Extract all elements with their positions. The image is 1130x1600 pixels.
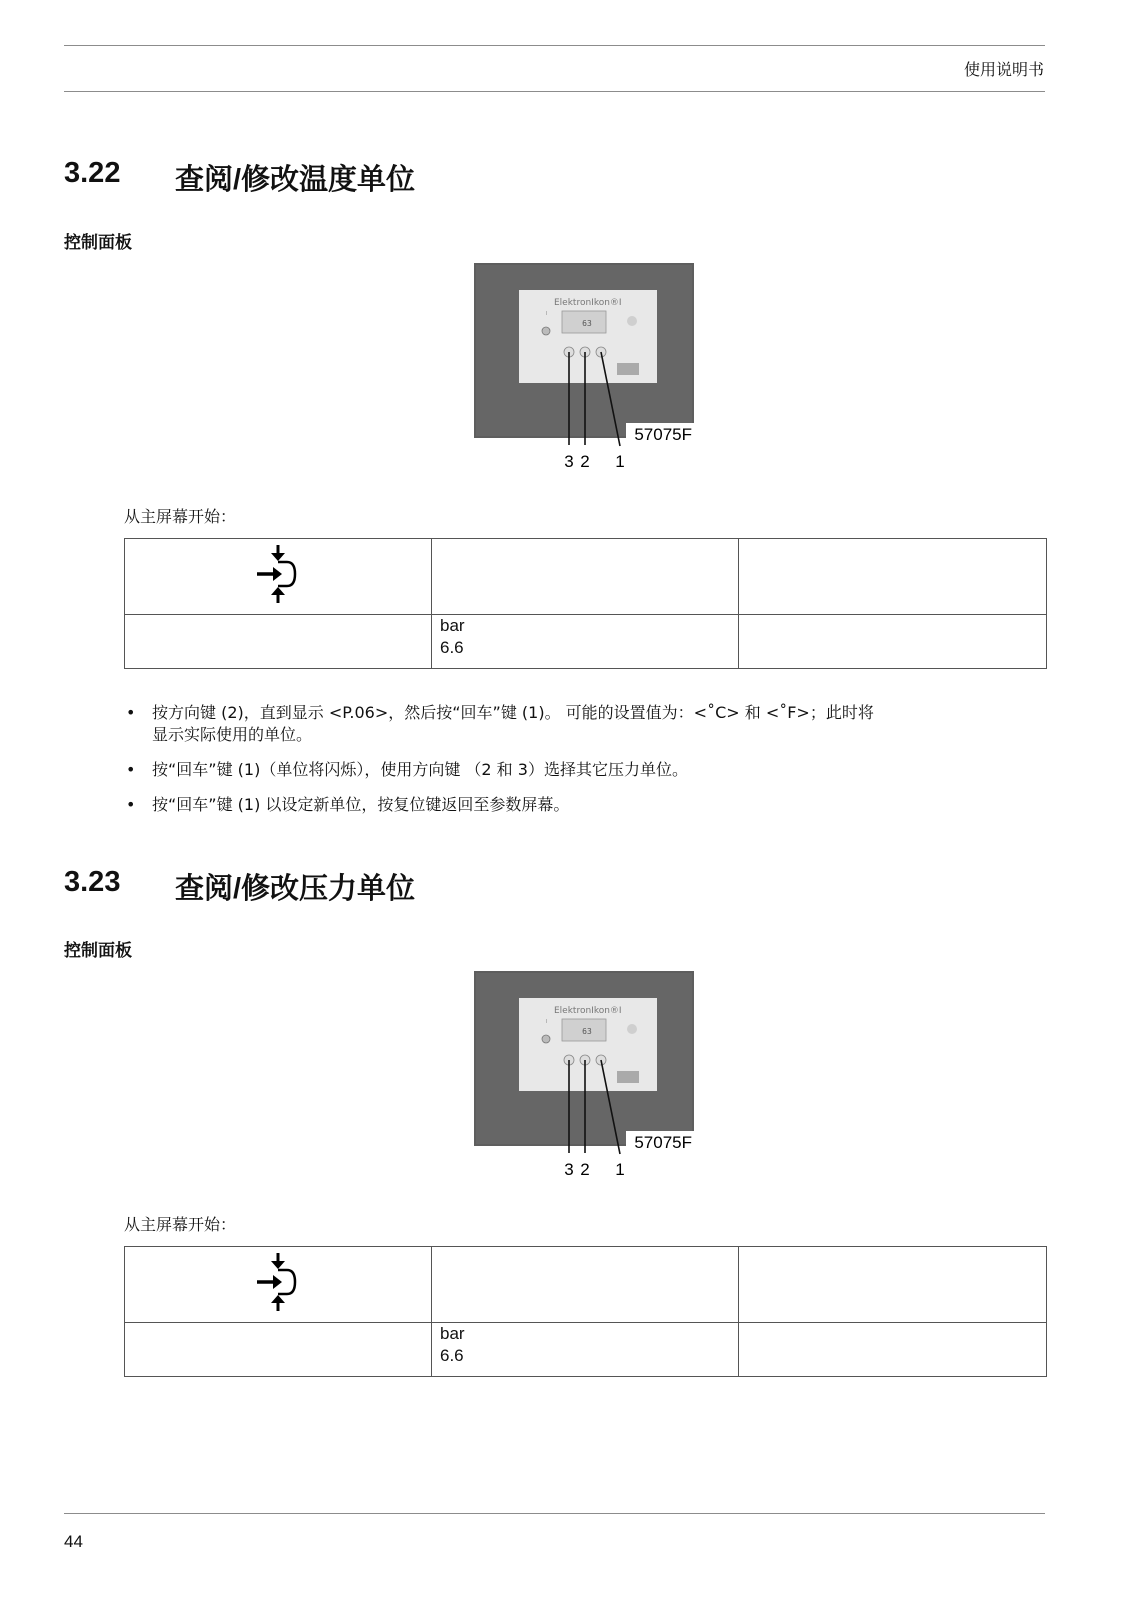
display-indicator-mark: I xyxy=(546,1019,548,1025)
table-cell xyxy=(125,1323,432,1377)
led-indicator xyxy=(627,316,637,326)
table-cell xyxy=(739,615,1047,669)
led-indicator xyxy=(627,1024,637,1034)
lcd-value: 63 xyxy=(582,319,592,328)
figure-ref-code: 57075F xyxy=(634,1133,692,1152)
table-cell xyxy=(739,1323,1047,1377)
control-panel-subheading: 控制面板 xyxy=(64,941,132,961)
table-row xyxy=(125,1323,1047,1377)
section-heading: 查阅/修改压力单位 xyxy=(175,873,416,905)
list-item xyxy=(124,702,884,746)
table-cell xyxy=(432,1247,739,1323)
header-rule-top xyxy=(64,45,1045,46)
list-item xyxy=(124,794,884,816)
list-item-text: 按“回车”键 (1)（单位将闪烁），使用方向键 （2 和 3）选择其它压力单位。 xyxy=(152,760,688,779)
list-item xyxy=(124,759,884,781)
control-panel-subheading: 控制面板 xyxy=(64,233,132,253)
procedure-table xyxy=(124,538,1047,669)
enter-key-icon xyxy=(255,545,301,603)
callout-label-2: 2 xyxy=(580,1160,590,1179)
lcd-value: 63 xyxy=(582,1027,592,1036)
control-panel-photo xyxy=(474,263,694,475)
control-panel-photo xyxy=(474,971,694,1183)
table-cell xyxy=(739,1247,1047,1323)
table-row xyxy=(125,539,1047,615)
list-item-text: 按方向键 (2)，直到显示 <P.06>，然后按“回车”键 (1)。 可能的设置值为：<˚C> 和 <˚F>；此时将显示实际使用的单位。 xyxy=(152,703,874,744)
page-number: 44 xyxy=(64,1532,83,1551)
bullet-icon: • xyxy=(126,703,136,722)
section-number: 3.23 xyxy=(64,866,121,898)
table-row xyxy=(125,615,1047,669)
table-cell xyxy=(125,1247,432,1323)
document-type-label: 使用说明书 xyxy=(963,60,1044,79)
start-button-icon xyxy=(542,1035,550,1043)
table-cell xyxy=(432,539,739,615)
table-cell xyxy=(432,615,739,669)
table-row xyxy=(125,1247,1047,1323)
manufacturer-logo xyxy=(617,363,639,375)
start-button-icon xyxy=(542,327,550,335)
pressure-unit-text: bar xyxy=(440,616,465,635)
manufacturer-logo xyxy=(617,1071,639,1083)
pressure-value-text: 6.6 xyxy=(440,1346,464,1365)
section-heading: 查阅/修改温度单位 xyxy=(175,164,416,196)
footer-rule xyxy=(64,1513,1045,1514)
table-cell xyxy=(125,615,432,669)
display-indicator-mark: I xyxy=(546,311,548,317)
header-rule-bottom xyxy=(64,91,1045,92)
callout-label-2: 2 xyxy=(580,452,590,471)
callout-label-3: 3 xyxy=(564,452,574,471)
start-instruction: 从主屏幕开始： xyxy=(124,1215,237,1234)
start-instruction: 从主屏幕开始： xyxy=(124,507,237,526)
section-number: 3.22 xyxy=(64,157,121,189)
instruction-list xyxy=(124,702,884,829)
list-item-text: 按“回车”键 (1) 以设定新单位，按复位键返回至参数屏幕。 xyxy=(152,795,570,814)
figure-ref-code: 57075F xyxy=(634,425,692,444)
brand-logo-text: ElektronIkon®I xyxy=(554,1006,622,1016)
pressure-value-text: 6.6 xyxy=(440,638,464,657)
table-cell xyxy=(432,1323,739,1377)
bullet-icon: • xyxy=(126,760,136,779)
table-cell xyxy=(125,539,432,615)
table-cell xyxy=(739,539,1047,615)
brand-logo-text: ElektronIkon®I xyxy=(554,298,622,308)
callout-label-3: 3 xyxy=(564,1160,574,1179)
procedure-table xyxy=(124,1246,1047,1377)
bullet-icon: • xyxy=(126,795,136,814)
pressure-unit-text: bar xyxy=(440,1324,465,1343)
callout-label-1: 1 xyxy=(615,452,625,471)
callout-label-1: 1 xyxy=(615,1160,625,1179)
enter-key-icon xyxy=(255,1253,301,1311)
